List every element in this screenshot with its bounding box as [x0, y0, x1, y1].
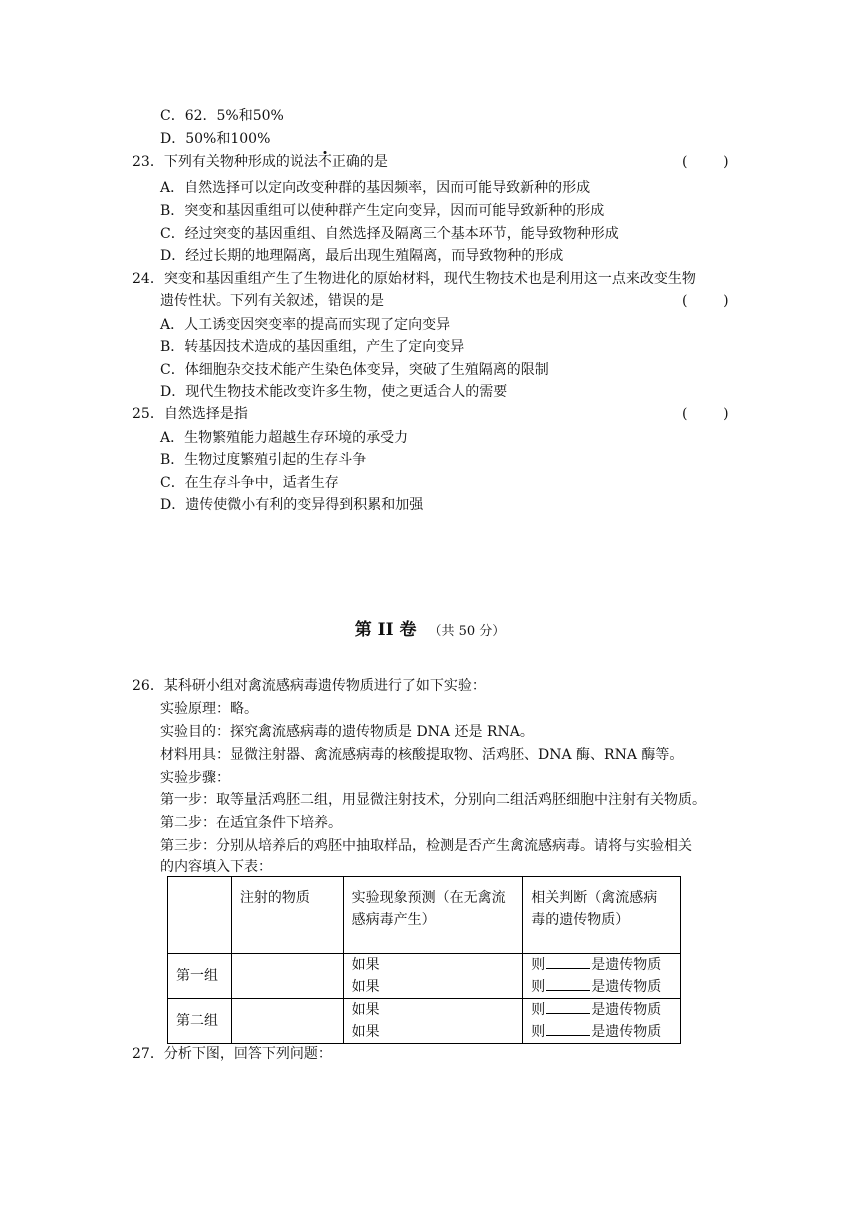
q22-option-c: C．62．5%和50%: [160, 108, 284, 124]
q23-stem-emphasis: 不: [317, 154, 332, 170]
q27-stem-text: 分析下图，回答下列问题：: [163, 1046, 332, 1062]
q24-option-b: B．转基因技术造成的基因重组，产生了定向变异: [160, 339, 465, 355]
q23-stem-b: 正确的是: [331, 154, 388, 170]
table-cell-prediction: [343, 999, 523, 1044]
table-cell-prediction: [343, 954, 523, 999]
table-cell-judgement: [523, 999, 681, 1044]
table-header-empty: [168, 877, 232, 954]
judgement-prefix: 则: [531, 979, 546, 995]
table-header-injected: 注射的物质: [231, 877, 343, 954]
q24-option-d: D．现代生物技术能改变许多生物，使之更适合人的需要: [160, 384, 508, 400]
table-header-judgement: [523, 877, 681, 954]
judgement-prefix: 则: [531, 957, 546, 973]
answer-blank[interactable]: [546, 976, 590, 991]
table-header-judgement-l1: 相关判断（禽流感病: [531, 890, 658, 906]
table-row: [168, 954, 681, 999]
q25-option-a: A．生物繁殖能力超越生存环境的承受力: [160, 430, 409, 446]
q25-answer-paren: ( ): [682, 406, 729, 422]
table-cell-group: 第一组: [168, 954, 232, 999]
table-header-judgement-l2: 毒的遗传物质）: [531, 912, 630, 928]
q24-answer-paren: ( ): [682, 293, 729, 309]
q26-experiment-table: [167, 876, 681, 1044]
q27-number: 27．: [132, 1046, 164, 1062]
answer-blank[interactable]: [546, 1021, 590, 1036]
q26-step-1: 第一步：取等量活鸡胚二组，用显微注射技术，分别向二组活鸡胚细胞中注射有关物质。: [160, 792, 706, 808]
q25-stem: [132, 404, 248, 424]
q23-answer-paren: ( ): [682, 154, 729, 170]
table-cell-group: 第二组: [168, 999, 232, 1044]
q23-stem-a: 下列有关物种形成的说法: [163, 154, 318, 170]
judgement-line-1: [531, 954, 672, 976]
judgement-prefix: 则: [531, 1024, 546, 1040]
section-2-title: [0, 618, 860, 644]
q24-number: 24．: [132, 271, 164, 287]
q24-stem-text1: 突变和基因重组产生了生物进化的原始材料，现代生物技术也是利用这一点来改变生物: [163, 271, 696, 287]
section-2-points: （共 50 分）: [428, 624, 506, 639]
judgement-suffix: 是遗传物质: [591, 1024, 662, 1040]
judgement-suffix: 是遗传物质: [591, 1002, 662, 1018]
table-header-prediction-l1: 实验现象预测（在无禽流: [351, 890, 506, 906]
q26-steps-heading: 实验步骤：: [160, 770, 230, 786]
prediction-if-1: 如果: [351, 1002, 380, 1018]
q22-option-d: D．50%和100%: [160, 131, 271, 147]
q23-option-c: C．经过突变的基因重组、自然选择及隔离三个基本环节，能导致物种形成: [160, 226, 619, 242]
q23-option-b: B．突变和基因重组可以使种群产生定向变异，因而可能导致新种的形成: [160, 203, 605, 219]
q26-materials: 材料用具：显微注射器、禽流感病毒的核酸提取物、活鸡胚、DNA 酶、RNA 酶等。: [160, 747, 684, 763]
prediction-if-2: 如果: [351, 979, 380, 995]
prediction-if-1: 如果: [351, 957, 380, 973]
q26-step-3: 第三步：分别从培养后的鸡胚中抽取样品，检测是否产生禽流感病毒。请将与实验相关: [160, 838, 692, 854]
q25-number: 25．: [132, 406, 164, 422]
judgement-line-2: [531, 1021, 672, 1043]
table-header-prediction-l2: 感病毒产生）: [351, 912, 436, 928]
table-cell-judgement: [523, 954, 681, 999]
q26-stem: [132, 676, 486, 696]
table-row: [168, 999, 681, 1044]
table-cell-injected[interactable]: [231, 954, 343, 999]
table-header-prediction: [343, 877, 523, 954]
q26-step-2: 第二步：在适宜条件下培养。: [160, 815, 342, 831]
q25-option-d: D．遗传使微小有利的变异得到积累和加强: [160, 497, 424, 513]
q25-option-c: C．在生存斗争中，适者生存: [160, 475, 339, 491]
q26-principle: 实验原理：略。: [160, 701, 258, 717]
q23-option-d: D．经过长期的地理隔离，最后出现生殖隔离，而导致物种的形成: [160, 248, 564, 264]
section-2-heading: 第 II 卷: [354, 620, 417, 640]
q26-number: 26．: [132, 678, 164, 694]
q24-option-c: C．体细胞杂交技术能产生染色体变异，突破了生殖隔离的限制: [160, 362, 549, 378]
q26-purpose: 实验目的：探究禽流感病毒的遗传物质是 DNA 还是 RNA。: [160, 724, 534, 740]
q24-option-a: A．人工诱变因突变率的提高而实现了定向变异: [160, 317, 451, 333]
judgement-line-1: [531, 999, 672, 1021]
table-cell-injected[interactable]: [231, 999, 343, 1044]
q25-stem-text: 自然选择是指: [163, 406, 248, 422]
q25-option-b: B．生物过度繁殖引起的生存斗争: [160, 452, 367, 468]
q23-number: 23．: [132, 154, 164, 170]
q24-stem-line1: [132, 269, 696, 289]
prediction-if-2: 如果: [351, 1024, 380, 1040]
answer-blank[interactable]: [546, 954, 590, 969]
q23-stem: [132, 152, 388, 172]
q27-stem: [132, 1044, 332, 1064]
q23-option-a: A．自然选择可以定向改变种群的基因频率，因而可能导致新种的形成: [160, 180, 591, 196]
table-header-row: [168, 877, 681, 954]
q26-line-0: 某科研小组对禽流感病毒遗传物质进行了如下实验：: [163, 678, 486, 694]
judgement-line-2: [531, 976, 672, 998]
q26-step-3-cont: 的内容填入下表：: [160, 859, 272, 875]
answer-blank[interactable]: [546, 999, 590, 1014]
judgement-prefix: 则: [531, 1002, 546, 1018]
judgement-suffix: 是遗传物质: [591, 957, 662, 973]
q24-stem-line2: 遗传性状。下列有关叙述，错误的是: [160, 293, 384, 309]
judgement-suffix: 是遗传物质: [591, 979, 662, 995]
